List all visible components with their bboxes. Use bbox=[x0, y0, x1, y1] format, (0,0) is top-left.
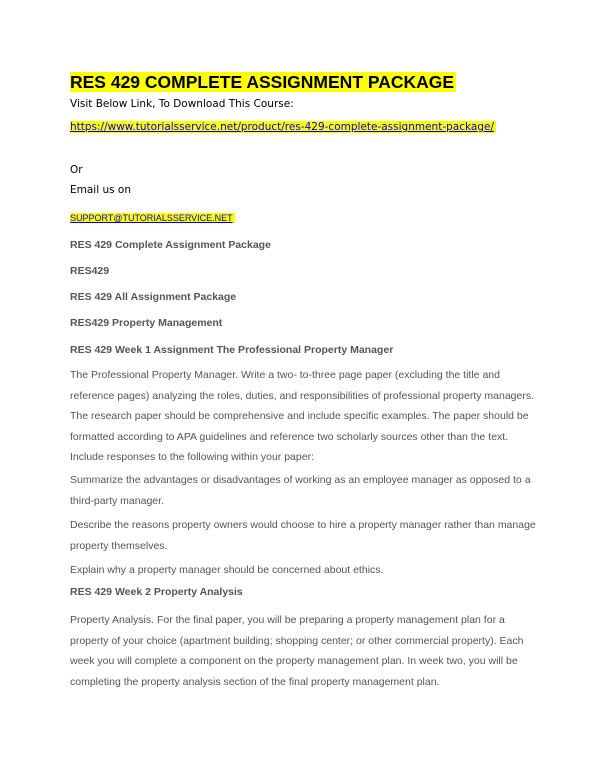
bullet-hire-manager: Describe the reasons property owners would choose to hire a property manager rather than manage property themselves. bbox=[70, 519, 536, 552]
course-name-line: RES429 Property Management bbox=[70, 317, 223, 329]
week2-paragraph: Property Analysis. For the final paper, you will be preparing a property management plan for a property of your choice (apartment building; shopping center; or other commercial property). Each week you will complete a component on the property management plan. In week two, you will be completing the property analysis section of the final property management plan. bbox=[70, 614, 524, 688]
week1-heading: RES 429 Week 1 Assignment The Professional Property Manager bbox=[70, 344, 394, 356]
email-link[interactable]: SUPPORT@TUTORIALSSERVICE.NET bbox=[70, 213, 233, 223]
visit-text: Visit Below Link, To Download This Course: bbox=[70, 98, 294, 110]
email-intro: Email us on bbox=[70, 184, 132, 196]
all-assignment-line: RES 429 All Assignment Package bbox=[70, 291, 237, 303]
bullet-ethics: Explain why a property manager should be concerned about ethics. bbox=[70, 564, 384, 576]
week2-heading: RES 429 Week 2 Property Analysis bbox=[70, 586, 243, 598]
page-title bbox=[70, 72, 456, 92]
email-wrapper bbox=[70, 213, 235, 223]
course-link-wrapper bbox=[70, 121, 496, 133]
package-title-line: RES 429 Complete Assignment Package bbox=[70, 239, 271, 251]
course-link[interactable]: https://www.tutorialsservice.net/product/res-429-complete-assignment-package/ bbox=[70, 121, 494, 133]
week1-paragraph: The Professional Property Manager. Write a two- to-three page paper (excluding the title and reference pages) analyzing the roles, duties, and responsibilities of professional property managers. The research paper should be comprehensive and include specific examples. The paper should be formatted according to APA guidelines and reference two scholarly sources other than the text. Include responses to the following within your paper: bbox=[70, 369, 535, 463]
course-code-line: RES429 bbox=[70, 265, 110, 277]
title-highlight: RES 429 COMPLETE ASSIGNMENT PACKAGE bbox=[70, 72, 455, 92]
bullet-employee-manager: Summarize the advantages or disadvantages of working as an employee manager as opposed to a third-party manager. bbox=[70, 474, 531, 507]
or-text: Or bbox=[70, 164, 83, 176]
